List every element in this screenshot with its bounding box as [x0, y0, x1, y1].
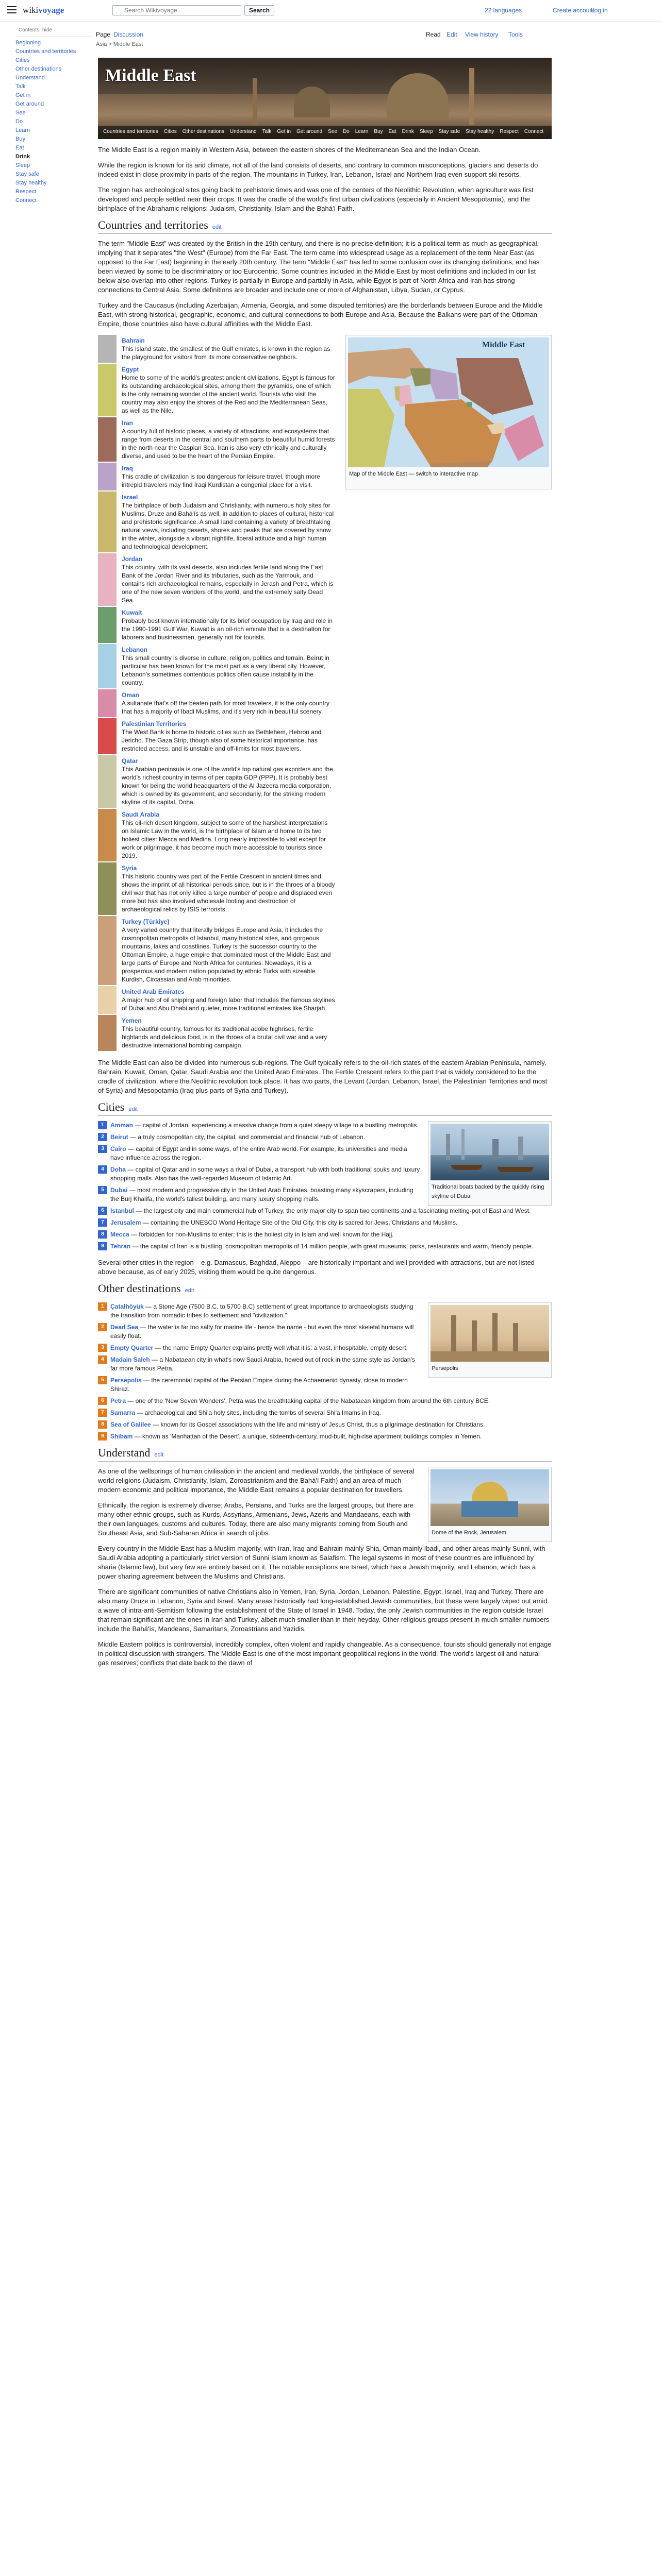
understand-paragraph: There are significant communities of native Christians also in Yemen, Iran, Syria, Jordan, Lebanon, Palestine, Egypt, Israel, Iraq and Turkey. There are also many Druze in Lebanon, Syria and Israel. Many areas historically had long-established Jewish communities, but these were largely wiped out amid a wave of intra-anti-Semitism following the establishment of the State of Israel in 1948. Today, the only Jewish communities in the region outside Israel that remain significant are the ones in Iran and Turkey, albeit much smaller than in their heyday. Other religious groups present in much smaller numbers include the Bahá'ís, Mandeans, Samaritans, Zoroastrians and Yazidis. — [98, 1588, 550, 1633]
list-item-text — [110, 1218, 457, 1227]
destination-link[interactable]: Jerusalem — [110, 1219, 141, 1226]
list-item-text — [110, 1302, 421, 1320]
map-marker-number[interactable]: 5 — [98, 1186, 107, 1194]
region-item — [98, 644, 340, 688]
edit-section-link[interactable]: edit — [212, 224, 222, 230]
toc-item[interactable]: Learn — [15, 127, 30, 133]
region-name-link[interactable]: Israel — [122, 494, 138, 501]
edit-section-link[interactable]: edit — [128, 1106, 138, 1112]
destination-link[interactable]: Dubai — [110, 1187, 128, 1194]
map-marker-number[interactable]: 3 — [98, 1145, 107, 1153]
region-item — [98, 809, 340, 861]
region-description — [117, 718, 340, 754]
destination-description: — the capital of Iran is a bustling, cosmopolitan metropolis of 14 million people, with great museums, parks, restaurants and warm, friendly people. — [132, 1243, 534, 1250]
region-name-link[interactable]: Kuwait — [122, 609, 142, 616]
region-item — [98, 492, 340, 552]
region-item — [98, 689, 340, 717]
region-item — [98, 916, 340, 985]
list-item-text — [110, 1165, 421, 1183]
banner-nav-link[interactable]: Talk — [262, 129, 272, 134]
destination-link[interactable]: Dead Sea — [110, 1324, 139, 1331]
list-item — [98, 1242, 552, 1251]
region-item — [98, 335, 340, 363]
destination-description: — one of the 'New Seven Wonders', Petra was the breathtaking capital of the Nabataean kingdom from around the 6th century BCE. — [127, 1397, 490, 1404]
persepolis-image — [431, 1305, 549, 1362]
region-name-link[interactable]: United Arab Emirates — [122, 988, 185, 995]
region-item — [98, 607, 340, 643]
region-description — [117, 335, 340, 363]
region-color-swatch — [98, 916, 117, 985]
region-item — [98, 364, 340, 416]
map-marker-number[interactable]: 8 — [98, 1420, 107, 1429]
region-description — [117, 463, 340, 490]
region-color-swatch — [98, 492, 117, 552]
region-description — [117, 644, 340, 688]
list-item — [98, 1323, 421, 1341]
region-name-link[interactable]: Qatar — [122, 757, 138, 765]
destination-description: — containing the UNESCO World Heritage Site of the Old City, this city is sacred for Jews, Christians and Muslims. — [142, 1219, 458, 1226]
page-banner — [98, 58, 552, 139]
banner-nav-link[interactable]: Understand — [229, 129, 257, 134]
toc-item[interactable]: Connect — [15, 197, 37, 204]
region-item — [98, 463, 340, 490]
map-marker-number[interactable]: 4 — [98, 1165, 107, 1174]
thumbnail-caption: Persepolis — [432, 1365, 458, 1371]
list-item — [98, 1218, 552, 1227]
thumbnail-caption: Dome of the Rock, Jerusalem — [432, 1530, 506, 1536]
section-heading-understand: Understand edit — [98, 1448, 552, 1462]
list-item — [98, 1207, 552, 1215]
map-marker-number[interactable]: 2 — [98, 1323, 107, 1331]
toc-title: Contents hide — [15, 22, 93, 37]
region-description — [117, 862, 340, 915]
section-heading-other-destinations: Other destinations edit — [98, 1284, 552, 1297]
article-content — [98, 145, 552, 1674]
dome-of-rock-image — [431, 1469, 549, 1526]
banner-nav-link[interactable]: Buy — [374, 129, 383, 134]
region-item — [98, 862, 340, 915]
region-color-swatch — [98, 463, 117, 490]
banner-nav-link[interactable]: Countries and territories — [103, 129, 158, 134]
region-description — [117, 986, 340, 1014]
map-marker-number[interactable]: 6 — [98, 1207, 107, 1215]
list-item-text — [110, 1207, 531, 1215]
list-item-text — [110, 1420, 485, 1429]
region-description — [117, 607, 340, 643]
region-name-link[interactable]: Iraq — [122, 465, 134, 472]
region-text: This island state, the smallest of the Gulf emirates, is known in the region as the playground for visitors from its more conservative neighbors. — [122, 345, 330, 361]
destination-link[interactable]: Petra — [110, 1397, 126, 1404]
destination-description: — capital of Egypt and in some ways, of the entire Arab world. For example, its universities and media have influence across the region. — [110, 1145, 407, 1161]
banner-nav-link[interactable]: Sleep — [419, 129, 433, 134]
list-item — [98, 1165, 421, 1183]
map-marker-number[interactable]: 4 — [98, 1355, 107, 1364]
banner-nav-link[interactable]: Respect — [500, 129, 519, 134]
tab-page[interactable]: Page — [96, 31, 111, 38]
region-text: The West Bank is home to historic cities such as Bethlehem, Hebron and Jericho. The Gaza Strip, though also of some historical importance, has restricted access, and is unstable and off-limits for most travelers. — [122, 728, 322, 752]
region-color-swatch — [98, 417, 117, 462]
region-name-link[interactable]: Turkey (Türkiye) — [122, 918, 170, 925]
list-item — [98, 1376, 421, 1394]
countries-paragraph: Turkey and the Caucasus (including Azerbaijan, Armenia, Georgia, and some disputed territories) are the borderlands between Europe and the Middle East, with strong historical, geographic, economic, and cultural connections to both Europe and Asia. Because the Balkans were part of the Ottoman Empire, those countries also have cultural affinities with the Middle East. — [98, 301, 543, 328]
destination-description: — a Nabataean city in what's now Saudi Arabia, hewed out of rock in the same style as Jordan's far more famous Petra. — [110, 1356, 415, 1372]
understand-paragraph: Middle Eastern politics is controversial, incredibly complex, often violent and rapidly changeable. As a consequence, tourists should generally not engage in political discussion with strangers. The Middle East is one of the most important geopolitical regions in the world. The world's largest oil and natural gas reserves; conflicts that date back to the dawn of — [98, 1640, 552, 1667]
region-item — [98, 986, 340, 1014]
region-text: A sultanate that's off the beaten path for most travelers, it is the only country that has a majority of Ibadi Muslims, and it's very rich in beautiful scenery. — [122, 700, 329, 715]
region-description — [117, 492, 340, 552]
section-heading-countries: Countries and territories edit — [98, 221, 552, 234]
region-text: This small country is diverse in culture, religion, politics and terrain. Beirut in particular has been known for the most part as a very liberal city. However, Lebanon's sometimes contentious politics often cause instability in the country. — [122, 654, 329, 686]
site-header — [0, 0, 662, 22]
intro-paragraph: While the region is known for its arid climate, not all of the land consists of deserts, and contrary to common misconceptions, glaciers and deserts do indeed exist in close proximity in parts of the region. The mountains in Turkey, Iran, Lebanon, Israel and Northern Iraq even support ski resorts. — [98, 161, 538, 178]
region-description — [117, 1015, 340, 1051]
region-color-swatch — [98, 644, 117, 688]
list-item-text — [110, 1242, 533, 1251]
region-name-link[interactable]: Palestinian Territories — [122, 720, 187, 727]
region-description — [117, 755, 340, 808]
list-item-text — [110, 1432, 482, 1441]
destination-link[interactable]: Çatalhöyük — [110, 1303, 144, 1310]
search-button[interactable]: Search — [244, 5, 274, 15]
toc-item[interactable]: Drink — [15, 154, 30, 160]
list-item — [98, 1133, 421, 1142]
region-color-swatch — [98, 718, 117, 754]
tab-history[interactable]: View history — [465, 31, 499, 38]
destination-link[interactable]: Istanbul — [110, 1207, 135, 1214]
site-logo[interactable]: wikivoyage — [23, 5, 64, 15]
region-description — [117, 809, 340, 861]
region-description — [117, 417, 340, 462]
toc-item[interactable]: Stay safe — [15, 171, 39, 177]
tab-tools[interactable]: Tools — [508, 31, 523, 38]
banner-nav-link[interactable]: Cities — [163, 129, 177, 134]
destination-description: — capital of Jordan, experiencing a massive change from a quiet sleepy village to a bustling metropolis. — [135, 1122, 419, 1129]
destination-description: — the name Empty Quarter explains pretty well what it is: a vast, inhospitable, empty desert. — [155, 1344, 408, 1351]
destination-description: — the largest city and main commercial hub of Turkey, the only major city to span two continents and a fascinating melting-pot of East and West. — [136, 1207, 531, 1214]
destination-link[interactable]: Amman — [110, 1122, 134, 1129]
list-item — [98, 1420, 552, 1429]
region-text: This beautiful country, famous for its traditional adobe highrises, fertile highlands and delicious food, is in the throes of a brutal civil war and a very destructive international bombing campaign. — [122, 1025, 327, 1049]
destination-description: — most modern and progressive city in the United Arab Emirates, boasting many skyscrapers, including the Burj Khalifa, the world's tallest building, and many luxury shopping malls. — [110, 1187, 413, 1202]
destination-description: — the water is far too salty for marine life - hence the name - but even the most skeletal humans will easily float. — [110, 1324, 414, 1340]
persepolis-thumbnail[interactable] — [428, 1302, 552, 1378]
thumbnail-caption: Traditional boats backed by the quickly rising skyline of Dubai — [432, 1184, 544, 1199]
map-marker-number[interactable]: 9 — [98, 1242, 107, 1250]
destination-description: — a Stone Age (7500 B.C. to 5700 B.C) settlement of great importance to archaeologists studying the transition from nomadic tribes to settlement and "civilization." — [110, 1303, 413, 1319]
tab-edit[interactable]: Edit — [446, 31, 457, 38]
map-marker-number[interactable]: 9 — [98, 1432, 107, 1440]
destination-link[interactable]: Mecca — [110, 1231, 129, 1238]
list-item-text — [110, 1355, 421, 1373]
destination-link[interactable]: Empty Quarter — [110, 1344, 154, 1351]
region-name-link[interactable]: Oman — [122, 691, 140, 699]
banner-minaret — [253, 78, 257, 125]
region-text: The birthplace of both Judaism and Christianity, with numerous holy sites for Muslims, Druze and Bahá'ís as well, in addition to places of cultural, historical and prehistoric significance. A small land containing a variety of breathtaking natural views, including deserts, shores and peaks that are covered by snow in the winter, alongside a vibrant nightlife, liberal attitude and a high human and technological development. — [122, 502, 334, 550]
tab-read[interactable]: Read — [426, 31, 441, 38]
tab-discussion[interactable]: Discussion — [113, 31, 144, 38]
region-text: Home to some of the world's greatest ancient civilizations, Egypt is famous for its outstanding archaeological sites, among them the pyramids, one of which is the only remaining wonder of the ancient world. Tourists who visit the country may also enjoy the shores of the Red and the Mediterranean Seas, as well as the Nile. — [122, 374, 335, 414]
region-map[interactable] — [348, 337, 549, 467]
dubai-image — [431, 1124, 549, 1180]
map-marker-number[interactable]: 7 — [98, 1218, 107, 1227]
list-item-text — [110, 1376, 421, 1394]
cities-note: Several other cities in the region – e.g. Damascus, Baghdad, Aleppo – are historically important and well provided with attractions, but are not listed above because, as of early 2025, visiting them would be quite dangerous. — [98, 1259, 535, 1276]
breadcrumb[interactable]: Asia > Middle East — [96, 41, 143, 47]
create-account-link[interactable]: Create account — [553, 7, 595, 14]
banner-nav-link[interactable]: Eat — [388, 129, 396, 134]
list-item-text — [110, 1409, 381, 1417]
list-item — [98, 1230, 552, 1239]
map-marker-number[interactable]: 6 — [98, 1397, 107, 1405]
list-item — [98, 1355, 421, 1373]
destination-description: — a truly cosmopolitan city, the capital, and commercial and financial hub of Lebanon. — [130, 1133, 366, 1141]
list-item-text — [110, 1230, 394, 1239]
list-item — [98, 1409, 552, 1417]
toc-item[interactable]: Do — [15, 118, 23, 125]
region-text: This cradle of civilization is too dangerous for leisure travel, though more intrepid travelers may find Iraqi Kurdistan a congenial place for a visit. — [122, 473, 320, 488]
toc-item[interactable]: Respect — [15, 189, 37, 195]
toc-item[interactable]: Other destinations — [15, 66, 62, 72]
banner-nav-link[interactable]: Other destinations — [182, 129, 224, 134]
banner-nav-link[interactable]: Connect — [524, 129, 544, 134]
toc-item[interactable]: Get in — [15, 92, 31, 98]
list-item-text — [110, 1344, 408, 1352]
edit-section-link[interactable]: edit — [154, 1452, 164, 1458]
map-marker-number[interactable]: 1 — [98, 1121, 107, 1129]
region-item — [98, 1015, 340, 1051]
page-title: Middle East — [105, 66, 196, 85]
region-text: This historic country was part of the Fertile Crescent in ancient times and shows the imprint of all historical periods since, but is in the throes of a bloody civil war that has not only killed a large number of people and displaced even more but has also involved wholesale looting and destruction of archaeological relics by ISIS terrorists. — [122, 873, 335, 913]
section-heading-cities: Cities edit — [98, 1103, 552, 1116]
list-item — [98, 1186, 421, 1204]
toc-item[interactable]: Eat — [15, 145, 24, 151]
destination-description: — archaeological and Shi'a holy sites, including the tombs of several Shi'a Imams in Iraq. — [137, 1409, 381, 1416]
region-text: This oil-rich desert kingdom, subject to some of the harshest interpretations on Islamic Law in the world, is the birthplace of Islam and home to its two holiest cities: Mecca and Medina. Long nearly impossible to visit except for work or pilgrimage, it has become much more accessible to tourists since 2019. — [122, 819, 328, 859]
language-selector[interactable]: 22 languages — [485, 7, 522, 14]
region-name-link[interactable]: Syria — [122, 865, 137, 872]
list-item — [98, 1432, 552, 1441]
region-color-swatch — [98, 1015, 117, 1051]
destination-link[interactable]: Persepolis — [110, 1377, 142, 1384]
toc-item[interactable]: Stay healthy — [15, 180, 47, 186]
region-color-swatch — [98, 607, 117, 643]
region-map-figure[interactable] — [345, 335, 552, 489]
banner-nav-link[interactable]: Get around — [296, 129, 323, 134]
toc-item[interactable]: Talk — [15, 83, 26, 90]
toc-item[interactable]: Cities — [15, 57, 30, 63]
table-of-contents — [15, 22, 93, 205]
region-description — [117, 916, 340, 985]
page-tabs — [96, 31, 555, 54]
toc-item[interactable]: Get around — [15, 101, 44, 107]
destination-link[interactable]: Madain Saleh — [110, 1356, 150, 1363]
banner-nav-link[interactable]: Learn — [355, 129, 369, 134]
toc-hide-toggle[interactable]: hide — [42, 27, 52, 33]
destination-description: — known for its Gospel associations with the life and ministry of Jesus Christ, thus a pilgrimage destination for Christians. — [153, 1421, 485, 1428]
toc-item[interactable]: Countries and territories — [15, 48, 76, 55]
destination-description: — the ceremonial capital of the Persian Empire during the Achaemenid dynasty, close to modern Shiraz. — [110, 1377, 408, 1393]
region-text: A very varied country that literally bridges Europe and Asia, it includes the cosmopolitan metropolis of Istanbul, many historical sites, and gorgeous mountains, lakes and coastlines. Turkey is the successor country to the Ottoman Empire, a huge empire that dominated most of the Middle East and large parts of Europe and North Africa for centuries. Nowadays, it is a prosperous and modern nation populated by ethnic Turks with sizeable Kurdish, Circassian and Arab minorities. — [122, 926, 331, 983]
toc-item[interactable]: Buy — [15, 136, 25, 142]
region-color-swatch — [98, 364, 117, 416]
map-title-label: Middle East — [482, 341, 525, 349]
map-marker-number[interactable]: 2 — [98, 1133, 107, 1141]
banner-nav-link[interactable]: Stay safe — [438, 129, 460, 134]
region-item — [98, 553, 340, 606]
region-name-link[interactable]: Jordan — [122, 555, 143, 563]
banner-nav-link[interactable]: Drink — [402, 129, 414, 134]
region-description — [117, 553, 340, 606]
list-item-text — [110, 1323, 421, 1341]
understand-paragraph: Ethnically, the region is extremely diverse; Arabs, Persians, and Turks are the largest groups, but there are many other ethnic groups, such as Kurds, Assyrians, Armenians, Jews, Azeris and Mandaeans, each with their own languages, customs and cultures. Today, there are also many migrants coming from South and Southeast Asia, and Sub-Saharan Africa in search of jobs. — [98, 1501, 413, 1537]
region-color-swatch — [98, 335, 117, 363]
main-menu-icon[interactable] — [7, 6, 16, 13]
understand-paragraph: Every country in the Middle East has a Muslim majority, with Iran, Iraq and Bahrain mainly Shia, Oman mainly Ibadi, and other areas mainly Sunni, with Saudi Arabia adopting a particularly strict version of Sunni Islam known as Salafism. The legal systems in most of these countries are influenced by sharia (Islamic law), but very few are entirely based on it. The notable exceptions are Israel, which has a Jewish majority, and Lebanon, which has a power sharing agreement between the Muslims and Christians. — [98, 1545, 545, 1580]
region-text: This Arabian peninsula is one of the world's top natural gas exporters and the world's richest country in terms of per capita GDP (PPP). It is probably best known for being the world headquarters of the Al Jazeera media corporation, which is owned by its government, and secondarily, for the striking modern skyline of its capital, Doha. — [122, 766, 333, 806]
map-marker-number[interactable]: 3 — [98, 1344, 107, 1352]
region-name-link[interactable]: Iran — [122, 419, 134, 427]
region-text: A major hub of oil shipping and foreign labor that includes the famous skylines of Dubai and Abu Dhabi and quieter, more traditional emirates like Sharjah. — [122, 996, 335, 1012]
dubai-thumbnail[interactable] — [428, 1121, 552, 1206]
list-item — [98, 1397, 552, 1405]
region-name-link[interactable]: Bahrain — [122, 337, 145, 344]
toc-item[interactable]: Understand — [15, 75, 45, 81]
dome-of-rock-thumbnail[interactable] — [428, 1467, 552, 1542]
map-marker-number[interactable]: 8 — [98, 1230, 107, 1239]
destination-link[interactable]: Doha — [110, 1166, 126, 1173]
list-item — [98, 1121, 421, 1130]
destination-link[interactable]: Sea of Galilee — [110, 1421, 151, 1428]
region-color-swatch — [98, 689, 117, 717]
destination-link[interactable]: Shibam — [110, 1433, 133, 1440]
destination-description: — forbidden for non-Muslims to enter; this is the holiest city in Islam and well known for the Hajj. — [131, 1231, 394, 1238]
destination-link[interactable]: Beirut — [110, 1133, 128, 1141]
destination-link[interactable]: Tehran — [110, 1243, 131, 1250]
list-item — [98, 1302, 421, 1320]
region-name-link[interactable]: Lebanon — [122, 646, 147, 653]
region-item — [98, 417, 340, 462]
region-color-swatch — [98, 553, 117, 606]
region-text: A country full of historic places, a variety of attractions, and ecosystems that range from deserts in the central and southern parts to beautiful humid forests in the north near the Caspian Sea. Iran is also very ethnically and culturally diverse, and used to be the heart of the Persian Empire. — [122, 428, 335, 460]
region-color-swatch — [98, 809, 117, 861]
countries-paragraph: The term "Middle East" was created by the British in the 19th century, and there is no precise definition; it is a political term as much as geographical, implying that it separates "the West" (Europe) from the Far East. The term came into widespread usage as a replacement of the term Near East (as opposed to the Far East) beginning in the early 20th century. The term "Middle East" has led to some confusion over its changing definitions, and has been viewed by some to be discriminatory or too Eurocentric. Some countries included in the Middle East by most definitions and included in our list below also overlap into other regions. Turkey is partially in Europe and partially in Asia, while Egypt is part of North Africa and Iran has strong connections to Central Asia. Some definitions are broader and include one or more of Afghanistan, Libya, Sudan, or Cyprus. — [98, 240, 540, 294]
subregions-paragraph: The Middle East can also be divided into numerous sub-regions. The Gulf typically refers to the oil-rich states of the eastern Arabian Peninsula, namely, Bahrain, Kuwait, Oman, Qatar, Saudi Arabia and the United Arab Emirates. The Fertile Crescent refers to the part that is widely considered to be the cradle of civilization, where the Neolithic revolution took place. It has two parts, the Levant (Jordan, Lebanon, Israel, the Palestinian Territories and most of Syria) and Mesopotamia (Iraq plus parts of Syria and Turkey). — [98, 1059, 548, 1094]
list-item-text — [110, 1397, 490, 1405]
region-description — [117, 689, 340, 717]
region-text: Probably best known internationally for its brief occupation by Iraq and role in the 1990-1991 Gulf War, Kuwait is an oil-rich emirate that is a destination for laborers and businessmen, generally not for tourists. — [122, 617, 333, 641]
toc-item[interactable]: See — [15, 110, 26, 116]
toc-item[interactable]: Beginning — [15, 40, 41, 46]
edit-section-link[interactable]: edit — [185, 1287, 194, 1294]
banner-nav-link[interactable]: Stay healthy — [466, 129, 494, 134]
list-item-text — [110, 1145, 421, 1162]
search-input[interactable] — [112, 5, 241, 15]
destination-description: — known as 'Manhattan of the Desert', a unique, sixteenth-century, mud-built, high-rise apartment buildings complex in Yemen. — [134, 1433, 482, 1440]
destination-description: — capital of Qatar and in some ways a rival of Dubai, a transport hub with both traditional souks and luxury shopping malls. Also has the well-regarded Museum of Islamic Art. — [110, 1166, 420, 1182]
region-color-swatch — [98, 986, 117, 1014]
region-name-link[interactable]: Saudi Arabia — [122, 811, 159, 818]
destination-link[interactable]: Cairo — [110, 1145, 126, 1153]
region-color-swatch — [98, 862, 117, 915]
map-caption[interactable]: Map of the Middle East — switch to interactive map — [349, 471, 478, 477]
region-item — [98, 718, 340, 754]
intro-paragraph: The Middle East is a region mainly in Western Asia, between the eastern shores of the Mediterranean Sea and the Indian Ocean. — [98, 146, 481, 154]
region-color-swatch — [98, 755, 117, 808]
banner-nav-link[interactable]: Get in — [277, 129, 291, 134]
map-marker-number[interactable]: 5 — [98, 1376, 107, 1384]
region-text: This country, with its vast deserts, also includes fertile land along the East Bank of the Jordan River and its tributaries, such as the Yarmouk, and contains rich archaeological remains, especially in Jerash and Petra, which is one of the new seven wonders of the world, and the extremely salty Dead Sea. — [122, 564, 334, 604]
toc-item[interactable]: Sleep — [15, 162, 30, 168]
list-item-text — [110, 1121, 419, 1130]
destination-link[interactable]: Samarra — [110, 1409, 136, 1416]
region-name-link[interactable]: Egypt — [122, 366, 139, 373]
list-item — [98, 1344, 421, 1352]
banner-minaret — [469, 68, 474, 125]
list-item — [98, 1145, 421, 1162]
map-marker-number[interactable]: 1 — [98, 1302, 107, 1311]
banner-section-nav — [98, 126, 552, 139]
list-item-text — [110, 1133, 365, 1142]
regions-list — [98, 335, 552, 1051]
list-item-text — [110, 1186, 421, 1204]
login-link[interactable]: Log in — [591, 7, 608, 14]
region-description — [117, 364, 340, 416]
banner-nav-link[interactable]: See — [328, 129, 337, 134]
region-item — [98, 755, 340, 808]
intro-paragraph: The region has archeological sites going back to prehistoric times and was one of the centers of the Neolithic Revolution, when agriculture was first developed and people settled near their crops. It was the cradle of the world's first urban civilizations (especially in Ancient Mesopotamia), and the birthplace of the Abrahamic religions: Judaism, Christianity, Islam and the Bahá'í Faith. — [98, 186, 534, 212]
banner-nav-link[interactable]: Do — [342, 129, 350, 134]
understand-paragraph: As one of the wellsprings of human civilisation in the ancient and medieval worlds, the birthplace of several world religions (Judaism, Christianity, Islam, Zoroastrianism and the Bahá'í Faith) and an area of much modern economic and political importance, the Middle East remains a popular destination for travellers. — [98, 1467, 415, 1494]
map-marker-number[interactable]: 7 — [98, 1409, 107, 1417]
region-name-link[interactable]: Yemen — [122, 1017, 142, 1024]
